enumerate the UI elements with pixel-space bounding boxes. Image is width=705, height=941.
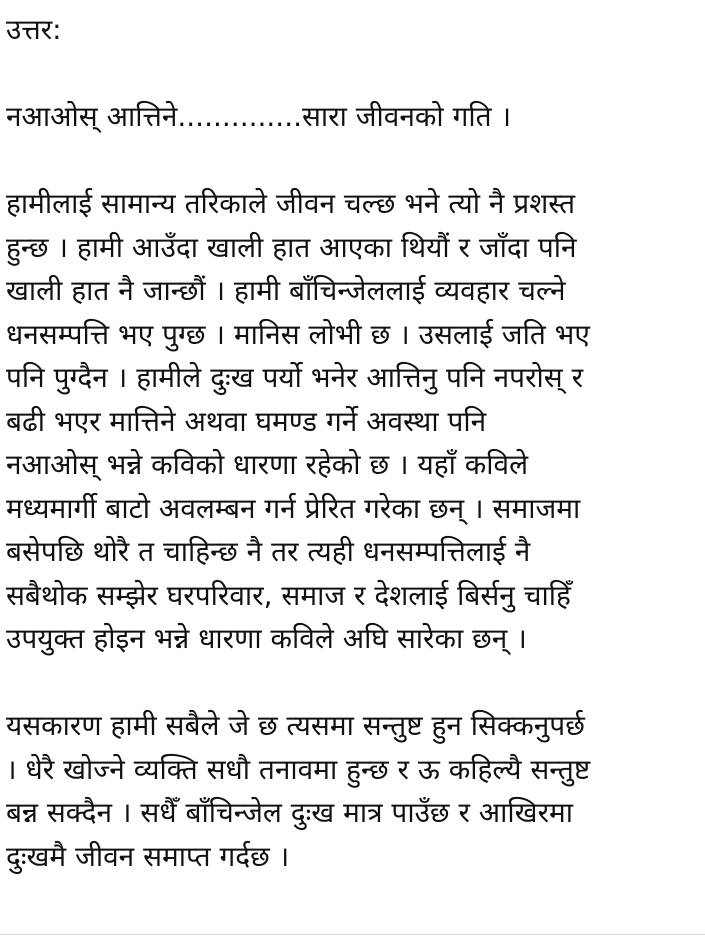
paragraph-line: खाली हात नै जान्छौं । हामी बाँचिन्जेललाई व्यवहार चल्ने (6, 274, 566, 307)
paragraph-line: धनसम्पत्ति भए पुग्छ । मानिस लोभी छ । उसलाई जति भए (6, 317, 590, 351)
paragraph-explanation (6, 182, 699, 661)
heading-text: उत्तर: (6, 13, 62, 46)
paragraph-line: । धेरै खोज्ने व्यक्ति सधौ तनावमा हुन्छ र ऊ कहिल्यै सन्तुष्ट (6, 752, 591, 786)
paragraph-line: हामीलाई सामान्य तरिकाले जीवन चल्छ भने त्यो नै प्रशस्त (6, 187, 576, 220)
paragraph-line: नआओस् भन्ने कविको धारणा रहेको छ । यहाँ कविले (6, 448, 529, 481)
paragraph-line: पनि पुग्दैन । हामीले दुःख पर्यो भनेर आत्तिनु पनि नपरोस् र (6, 361, 584, 394)
paragraph-line: हुन्छ । हामी आउँदा खाली हात आएका थियौं र जाँदा पनि (6, 230, 577, 264)
paragraph-line: दुःखमै जीवन समाप्त गर्दछ । (6, 839, 290, 873)
paragraph-line: बढी भएर मात्तिने अथवा घमण्ड गर्ने अवस्था पनि (6, 404, 487, 438)
answer-document (6, 8, 699, 922)
paragraph-line: मध्यमार्गी बाटो अवलम्बन गर्न प्रेरित गरेका छन् । समाजमा (6, 491, 581, 525)
paragraph-title-line (6, 95, 699, 139)
paragraph-line: नआओस् आत्तिने..............सारा जीवनको गति । (6, 100, 512, 133)
paragraph-line: बन्न सक्दैन । सधैँ बाँचिन्जेल दुःख मात्र पाउँछ र आखिरमा (6, 796, 574, 829)
paragraph-line: बसेपछि थोरै त चाहिन्छ नै तर त्यही धनसम्पत्तिलाई नै (6, 535, 531, 568)
paragraph-line: यसकारण हामी सबैले जे छ त्यसमा सन्तुष्ट हुन सिक्कनुपर्छ (6, 709, 585, 742)
answer-heading (6, 8, 699, 52)
paragraph-line: उपयुक्त होइन भन्ने धारणा कविले अघि सारेका छन् । (6, 622, 527, 655)
paragraph-conclusion (6, 704, 699, 878)
paragraph-line: सबैथोक सम्झेर घरपरिवार, समाज र देशलाई बिर्सनु चाहिँ (6, 578, 571, 612)
bottom-divider (0, 934, 705, 935)
